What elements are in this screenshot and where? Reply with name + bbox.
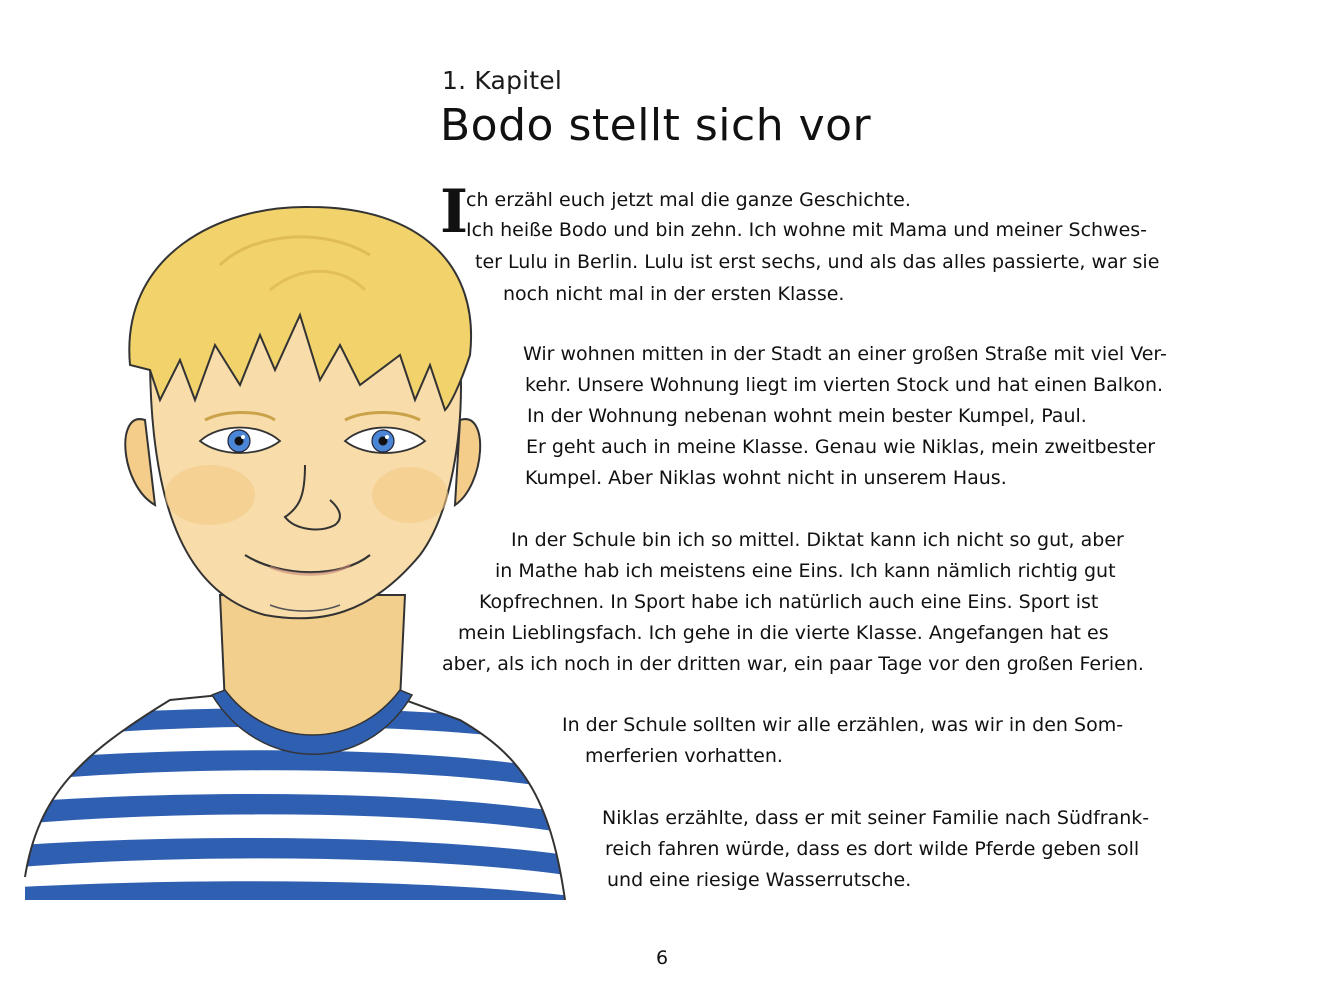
chapter-number: 1. Kapitel [442,66,563,95]
paragraph-line: aber, als ich noch in der dritten war, ein paar Tage vor den großen Ferien. [442,653,1144,675]
page-number: 6 [656,947,669,969]
paragraph-line: merferien vorhatten. [585,745,783,767]
boy-portrait-illustration [20,195,580,920]
paragraph-line: reich fahren würde, dass es dort wilde Pferde geben soll [605,838,1140,860]
paragraph-line: Kumpel. Aber Niklas wohnt nicht in unserem Haus. [525,467,1007,489]
paragraph-line: in Mathe hab ich meistens eine Eins. Ich kann nämlich richtig gut [495,560,1116,582]
paragraph-line: In der Wohnung nebenan wohnt mein bester Kumpel, Paul. [527,405,1087,427]
paragraph-line: Ich heiße Bodo und bin zehn. Ich wohne mit Mama und meiner Schwes- [466,219,1148,241]
paragraph-line: mein Lieblingsfach. Ich gehe in die vierte Klasse. Angefangen hat es [458,622,1109,644]
paragraph-line: In der Schule sollten wir alle erzählen, was wir in den Som- [562,714,1124,736]
chapter-title: Bodo stellt sich vor [440,100,872,151]
paragraph-line: ch erzähl euch jetzt mal die ganze Geschichte. [466,189,911,211]
paragraph-line: ter Lulu in Berlin. Lulu ist erst sechs, und als das alles passierte, war sie [475,251,1160,273]
left-ear [125,419,155,505]
paragraph-line: In der Schule bin ich so mittel. Diktat kann ich nicht so gut, aber [511,529,1124,551]
drop-cap: I [440,177,469,247]
paragraph-line: Wir wohnen mitten in der Stadt an einer großen Straße mit viel Ver- [523,343,1167,365]
paragraph-line: kehr. Unsere Wohnung liegt im vierten Stock und hat einen Balkon. [525,374,1164,396]
paragraph-line: Er geht auch in meine Klasse. Genau wie Niklas, mein zweitbester [526,436,1156,458]
paragraph-line: Niklas erzählte, dass er mit seiner Familie nach Südfrank- [602,807,1150,829]
paragraph-line: noch nicht mal in der ersten Klasse. [503,283,845,305]
paragraph-line: Kopfrechnen. In Sport habe ich natürlich auch eine Eins. Sport ist [479,591,1099,613]
paragraph-line: und eine riesige Wasserrutsche. [607,869,912,891]
